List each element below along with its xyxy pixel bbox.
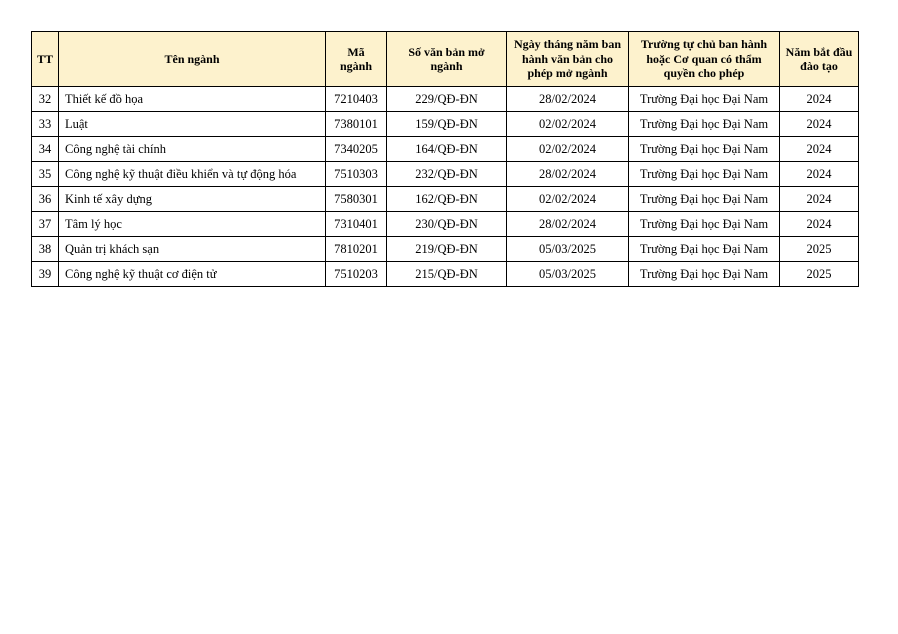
cell-code: 7510203 [326, 262, 387, 287]
programs-table-container [31, 31, 859, 287]
cell-doc-number: 230/QĐ-ĐN [387, 212, 507, 237]
cell-tt: 33 [32, 112, 59, 137]
cell-start-year: 2024 [780, 162, 859, 187]
cell-code: 7380101 [326, 112, 387, 137]
table-row [32, 112, 859, 137]
header-start-year: Năm bắt đầu đào tạo [780, 32, 859, 87]
cell-start-year: 2024 [780, 112, 859, 137]
cell-start-year: 2024 [780, 212, 859, 237]
header-tt: TT [32, 32, 59, 87]
cell-code: 7210403 [326, 87, 387, 112]
cell-name: Tâm lý học [59, 212, 326, 237]
cell-name: Công nghệ kỹ thuật cơ điện tử [59, 262, 326, 287]
cell-doc-number: 229/QĐ-ĐN [387, 87, 507, 112]
cell-tt: 39 [32, 262, 59, 287]
cell-tt: 34 [32, 137, 59, 162]
cell-doc-number: 219/QĐ-ĐN [387, 237, 507, 262]
cell-tt: 32 [32, 87, 59, 112]
header-name: Tên ngành [59, 32, 326, 87]
table-row [32, 262, 859, 287]
cell-start-year: 2025 [780, 237, 859, 262]
cell-issuer: Trường Đại học Đại Nam [629, 162, 780, 187]
cell-doc-number: 232/QĐ-ĐN [387, 162, 507, 187]
cell-start-year: 2024 [780, 87, 859, 112]
table-body [32, 87, 859, 287]
header-doc-number: Số văn bản mở ngành [387, 32, 507, 87]
cell-doc-number: 162/QĐ-ĐN [387, 187, 507, 212]
cell-issuer: Trường Đại học Đại Nam [629, 212, 780, 237]
table-row [32, 212, 859, 237]
header-issuer: Trường tự chủ ban hành hoặc Cơ quan có thẩm quyền cho phép [629, 32, 780, 87]
table-row [32, 237, 859, 262]
cell-name: Luật [59, 112, 326, 137]
table-row [32, 162, 859, 187]
table-row [32, 187, 859, 212]
cell-doc-number: 159/QĐ-ĐN [387, 112, 507, 137]
table-row [32, 87, 859, 112]
cell-tt: 35 [32, 162, 59, 187]
cell-tt: 37 [32, 212, 59, 237]
cell-code: 7580301 [326, 187, 387, 212]
header-code: Mã ngành [326, 32, 387, 87]
header-row [32, 32, 859, 87]
cell-issuer: Trường Đại học Đại Nam [629, 137, 780, 162]
cell-name: Thiết kế đồ họa [59, 87, 326, 112]
header-date: Ngày tháng năm ban hành văn bản cho phép mở ngành [507, 32, 629, 87]
cell-name: Công nghệ tài chính [59, 137, 326, 162]
cell-date: 05/03/2025 [507, 262, 629, 287]
cell-tt: 36 [32, 187, 59, 212]
cell-name: Quản trị khách sạn [59, 237, 326, 262]
cell-issuer: Trường Đại học Đại Nam [629, 87, 780, 112]
cell-issuer: Trường Đại học Đại Nam [629, 262, 780, 287]
cell-code: 7340205 [326, 137, 387, 162]
cell-date: 28/02/2024 [507, 162, 629, 187]
cell-issuer: Trường Đại học Đại Nam [629, 112, 780, 137]
cell-doc-number: 164/QĐ-ĐN [387, 137, 507, 162]
cell-issuer: Trường Đại học Đại Nam [629, 187, 780, 212]
cell-issuer: Trường Đại học Đại Nam [629, 237, 780, 262]
cell-date: 02/02/2024 [507, 112, 629, 137]
cell-name: Công nghệ kỹ thuật điều khiển và tự động hóa [59, 162, 326, 187]
cell-code: 7810201 [326, 237, 387, 262]
cell-tt: 38 [32, 237, 59, 262]
cell-date: 02/02/2024 [507, 137, 629, 162]
cell-date: 05/03/2025 [507, 237, 629, 262]
table-row [32, 137, 859, 162]
cell-start-year: 2024 [780, 187, 859, 212]
cell-code: 7310401 [326, 212, 387, 237]
programs-table [31, 31, 859, 287]
cell-date: 28/02/2024 [507, 87, 629, 112]
cell-start-year: 2024 [780, 137, 859, 162]
table-header [32, 32, 859, 87]
cell-date: 02/02/2024 [507, 187, 629, 212]
cell-date: 28/02/2024 [507, 212, 629, 237]
cell-code: 7510303 [326, 162, 387, 187]
cell-name: Kinh tế xây dựng [59, 187, 326, 212]
cell-doc-number: 215/QĐ-ĐN [387, 262, 507, 287]
cell-start-year: 2025 [780, 262, 859, 287]
